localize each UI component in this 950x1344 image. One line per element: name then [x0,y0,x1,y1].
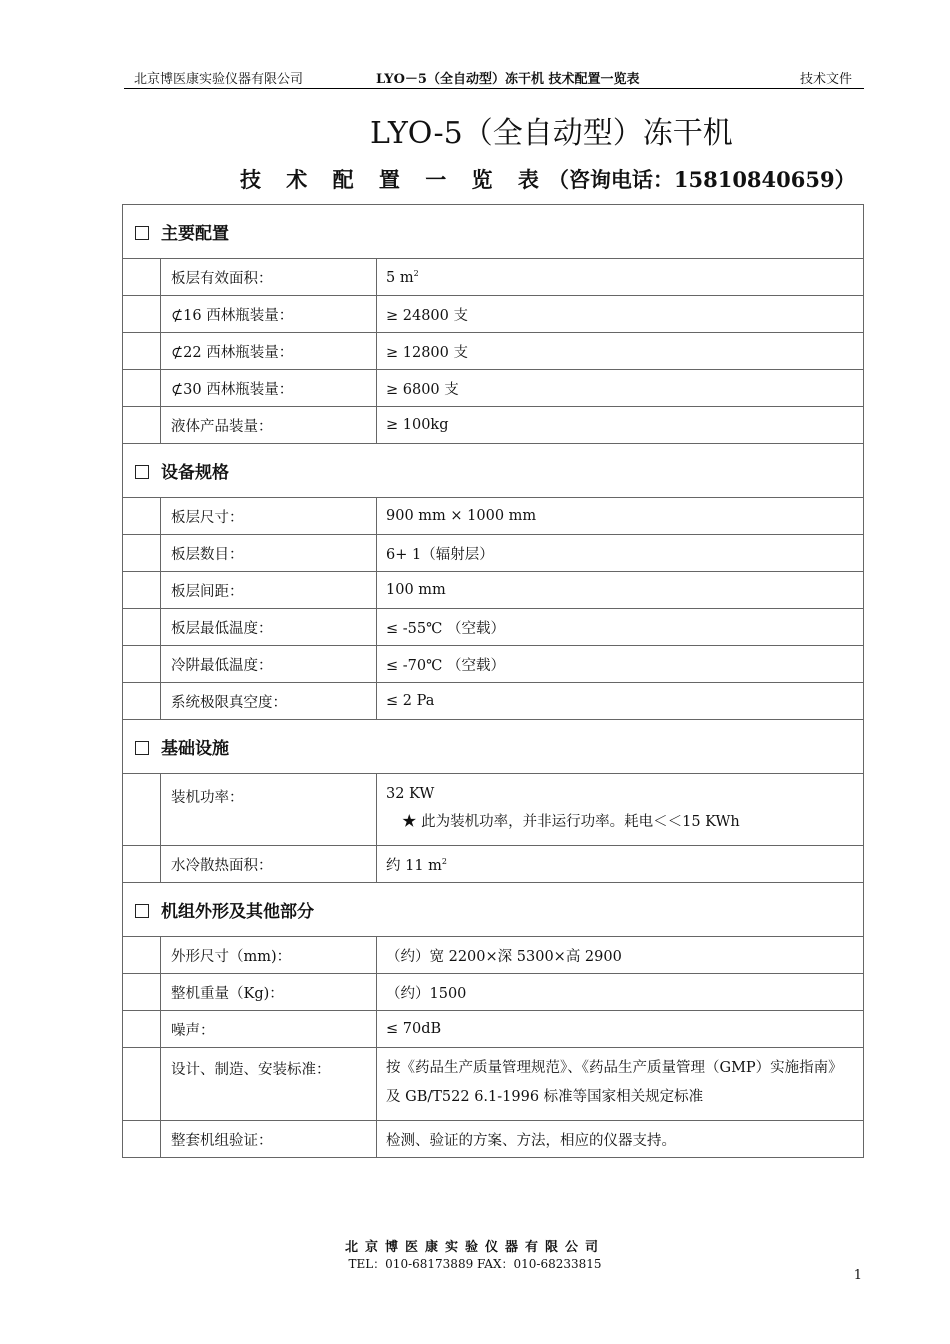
spec-label: ⊄16 西林瓶装量： [161,296,377,333]
spec-value-cell [377,407,864,444]
indent-cell [123,646,161,683]
indent-cell [123,259,161,296]
spec-value: ≥ 6800 支 [386,381,459,398]
spec-value-cell [377,572,864,609]
spec-value: 按《药品生产质量管理规范》、《药品生产质量管理（GMP）实施指南》及 GB/T522 6.1-1996 标准等国家相关规定标准 [386,1060,843,1105]
indent-cell [123,609,161,646]
subtitle-main: 技 术 配 置 一 览 表 [240,167,548,192]
spec-label: 整套机组验证： [161,1121,377,1158]
table-row [123,1048,864,1121]
spec-unit-superscript: 2 [413,268,419,278]
spec-label: 噪声： [161,1011,377,1048]
spec-value: ≤ 2 Pa [386,693,435,709]
spec-value-cell [377,296,864,333]
spec-value: ≥ 24800 支 [386,307,468,324]
table-row [123,259,864,296]
spec-label: ⊄30 西林瓶装量： [161,370,377,407]
indent-cell [123,1048,161,1121]
spec-label: 外形尺寸（mm)： [161,937,377,974]
page-header [124,68,864,88]
spec-value: ≤ -70℃ （空载） [386,657,505,674]
spec-table [122,204,864,1158]
indent-cell [123,407,161,444]
spec-value-cell [377,974,864,1011]
page-subtitle [240,164,856,194]
spec-value-cell [377,259,864,296]
spec-value-cell [377,646,864,683]
indent-cell [123,774,161,846]
indent-cell [123,333,161,370]
spec-label: 整机重量（Kg)： [161,974,377,1011]
spec-value: 约 11 m [386,857,442,874]
table-row [123,974,864,1011]
spec-unit-superscript: 2 [441,856,448,866]
spec-label: ⊄22 西林瓶装量： [161,333,377,370]
spec-value-cell [377,370,864,407]
table-row [123,1011,864,1048]
spec-value: （约）宽 2200×深 5300×高 2900 [386,948,622,965]
spec-value: 5 m [386,269,414,286]
spec-label: 板层最低温度： [161,609,377,646]
page-number: 1 [853,1268,862,1283]
spec-value: 100 mm [386,582,446,598]
section-header [123,883,864,937]
checkbox-square-icon [135,465,149,479]
table-row [123,572,864,609]
spec-value: ≥ 12800 支 [386,344,468,361]
footer-company: 北京博医康实验仪器有限公司 [344,1240,605,1255]
section-heading: 机组外形及其他部分 [161,902,314,922]
spec-value-cell [377,937,864,974]
section-heading: 基础设施 [161,739,229,759]
spec-label: 水冷散热面积： [161,846,377,883]
spec-label: 装机功率： [161,774,377,846]
spec-value: ≤ 70dB [386,1021,442,1037]
section-heading: 设备规格 [161,463,229,483]
table-row [123,609,864,646]
table-row [123,1121,864,1158]
section-header [123,720,864,774]
spec-label: 系统极限真空度： [161,683,377,720]
table-row [123,407,864,444]
table-row [123,535,864,572]
page-title: LYO-5（全自动型）冻干机 [370,116,733,151]
spec-value: ≤ -55℃ （空载） [386,620,505,637]
spec-value: 32 KW [386,786,435,802]
indent-cell [123,535,161,572]
table-row [123,498,864,535]
spec-value-cell [377,535,864,572]
section-header [123,444,864,498]
spec-value-cell [377,333,864,370]
spec-value-cell [377,774,864,846]
checkbox-square-icon [135,226,149,240]
subtitle-contact: （咨询电话：15810840659） [547,167,856,192]
spec-value: 900 mm × 1000 mm [386,508,537,524]
indent-cell [123,974,161,1011]
spec-label: 板层尺寸： [161,498,377,535]
indent-cell [123,370,161,407]
spec-value: 检测、验证的方案、方法，相应的仪器支持。 [386,1132,676,1149]
spec-value-cell [377,609,864,646]
spec-label: 液体产品装量： [161,407,377,444]
indent-cell [123,846,161,883]
spec-value: 6+ 1（辐射层） [386,546,494,563]
table-row [123,937,864,974]
spec-value-cell [377,1121,864,1158]
spec-value-cell [377,846,864,883]
header-doc-title: LYO－5（全自动型）冻干机 技术配置一览表 [376,72,640,87]
table-row [123,296,864,333]
spec-label: 板层数目： [161,535,377,572]
spec-value-cell [377,683,864,720]
indent-cell [123,296,161,333]
indent-cell [123,498,161,535]
indent-cell [123,1121,161,1158]
indent-cell [123,1011,161,1048]
table-row [123,333,864,370]
spec-value-cell [377,1048,864,1121]
spec-label: 设计、制造、安装标准： [161,1048,377,1121]
spec-value: ≥ 100kg [386,417,449,433]
spec-value-cell [377,1011,864,1048]
spec-note: ★ 此为装机功率，并非运行功率。耗电＜＜15 KWh [402,814,740,830]
section-heading: 主要配置 [161,224,229,244]
table-row [123,774,864,846]
table-row [123,683,864,720]
checkbox-square-icon [135,904,149,918]
footer-contact: TEL：010-68173889 FAX：010-68233815 [348,1257,602,1271]
indent-cell [123,683,161,720]
spec-label: 板层间距： [161,572,377,609]
indent-cell [123,572,161,609]
table-row [123,646,864,683]
table-row [123,846,864,883]
spec-label: 冷阱最低温度： [161,646,377,683]
spec-value: （约）1500 [386,985,467,1002]
spec-value-cell [377,498,864,535]
section-header [123,205,864,259]
indent-cell [123,937,161,974]
spec-label: 板层有效面积： [161,259,377,296]
header-doc-type: 技术文件 [799,72,852,87]
header-company: 北京博医康实验仪器有限公司 [134,72,304,87]
table-row [123,370,864,407]
header-rule [124,88,864,89]
checkbox-square-icon [135,741,149,755]
